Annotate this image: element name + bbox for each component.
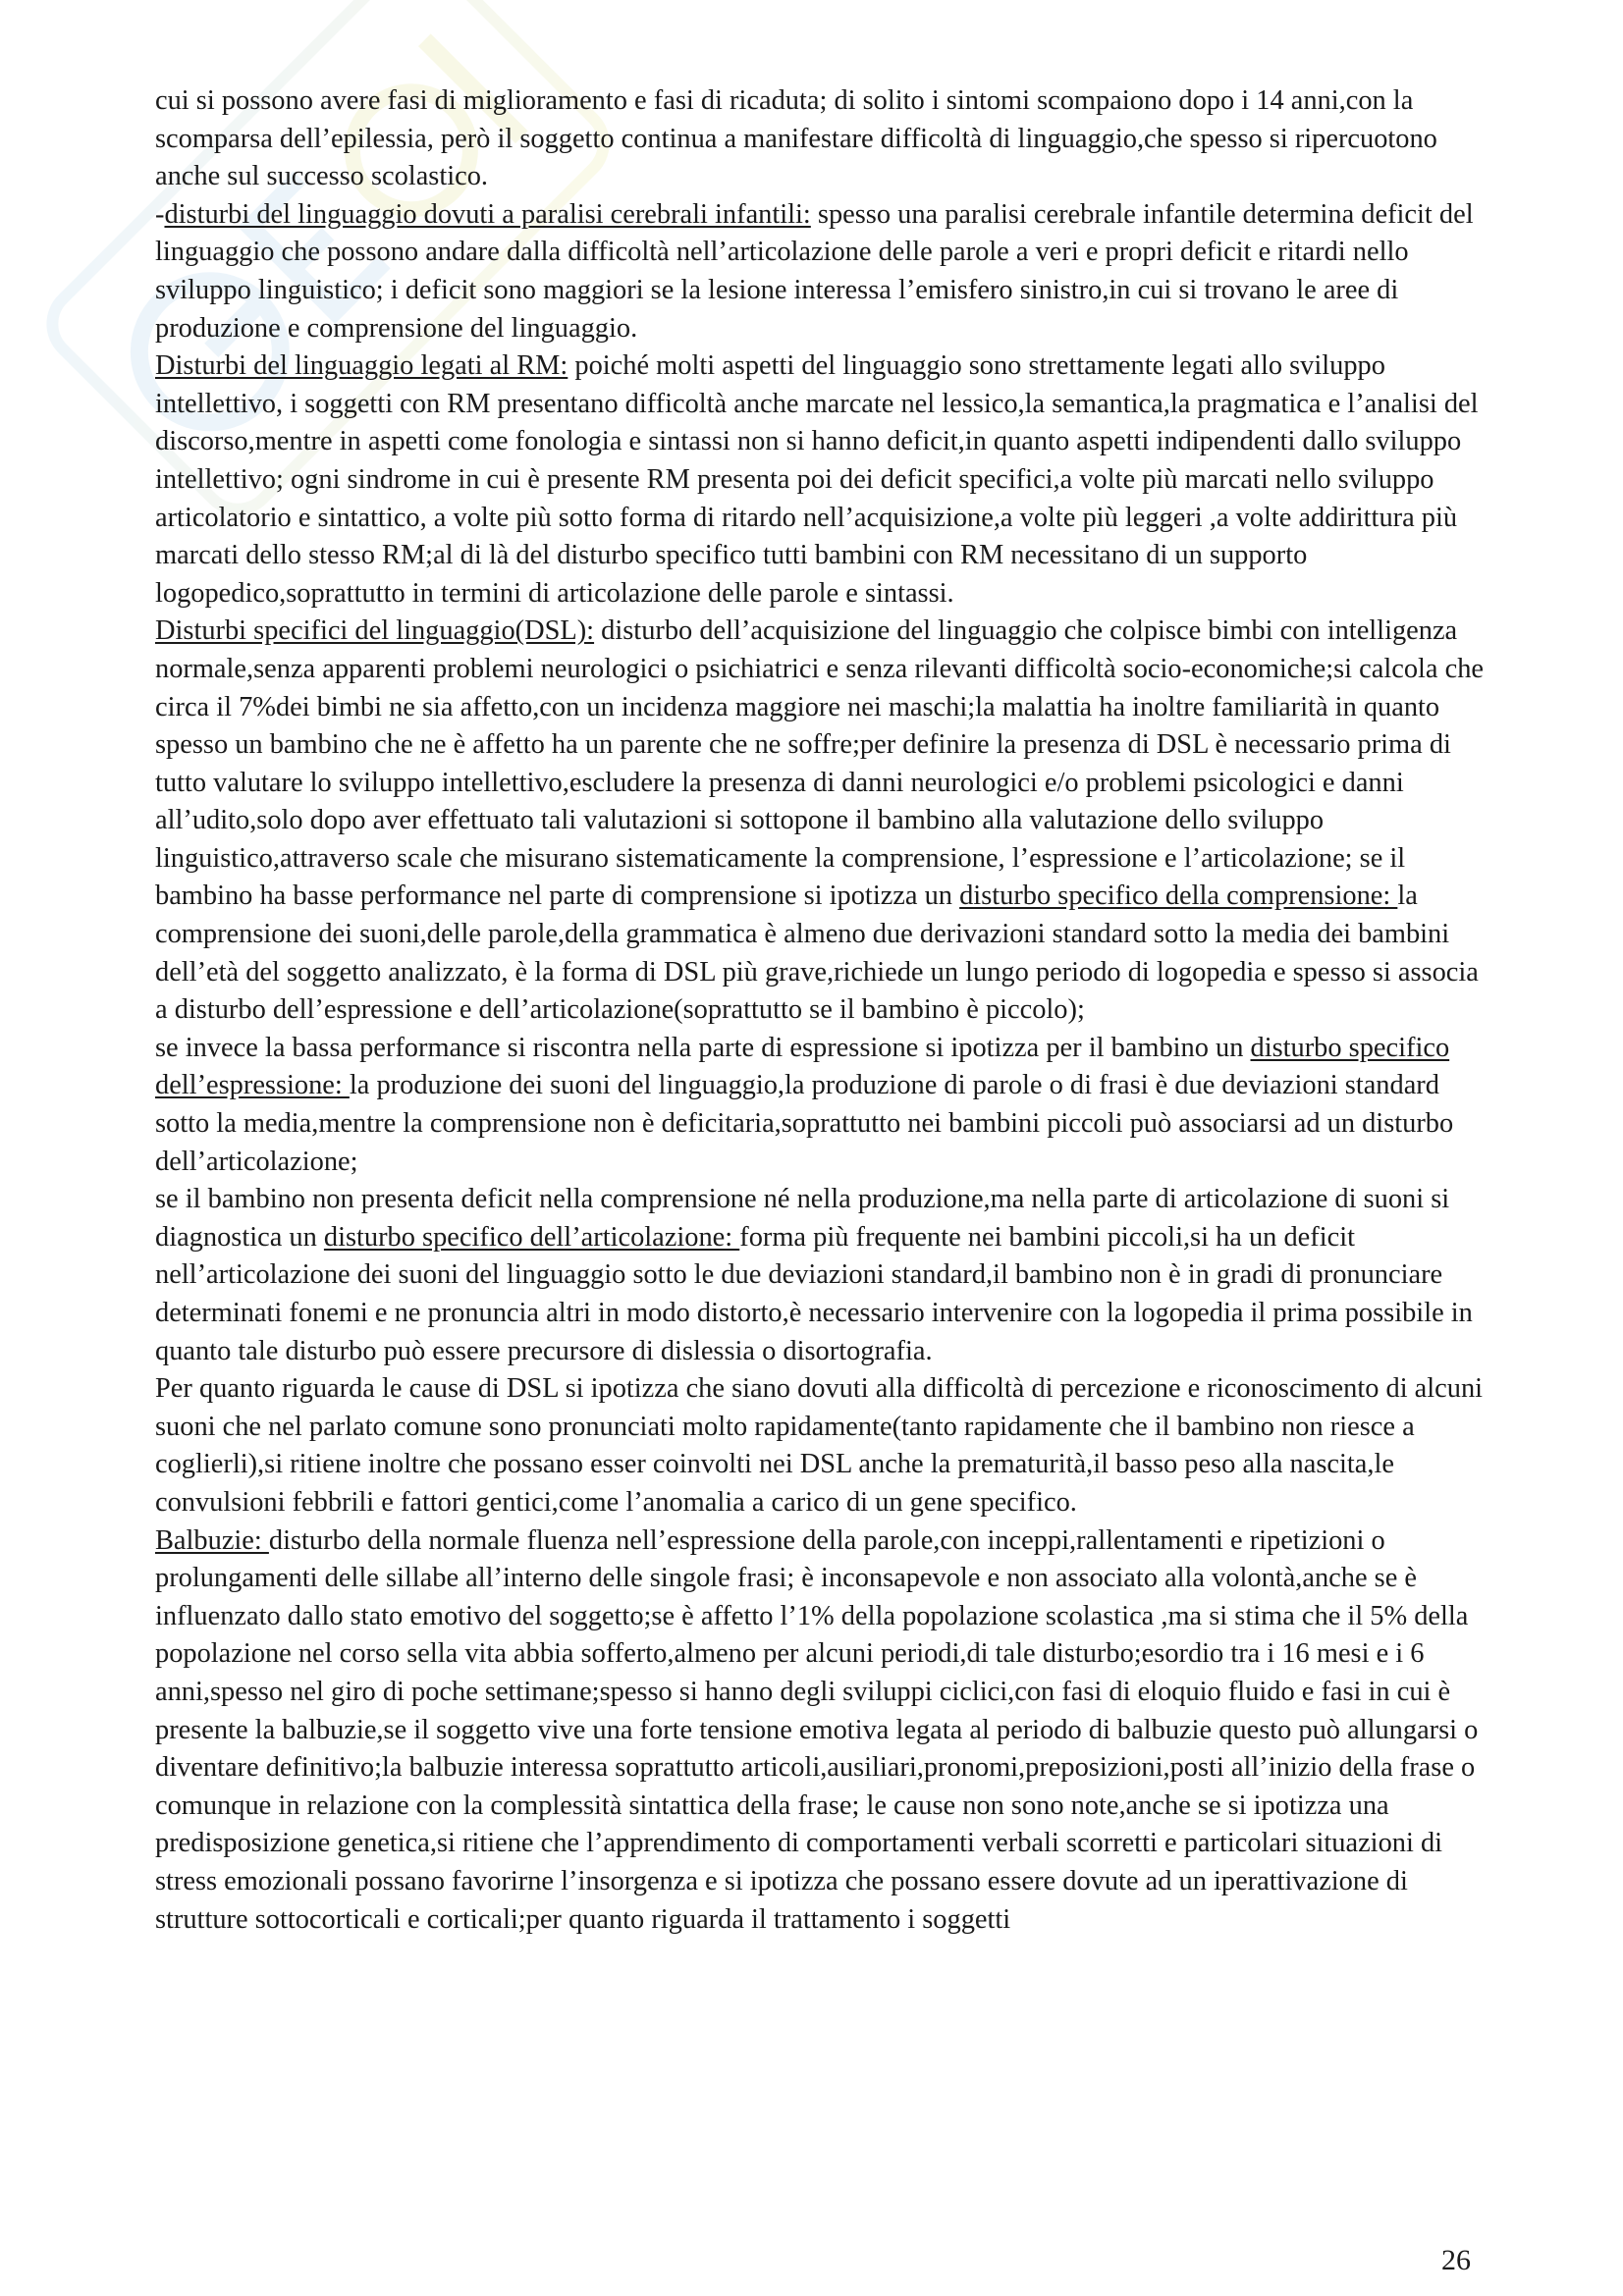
paragraph	[155, 82, 1492, 196]
section-heading: disturbo specifico dell’articolazione:	[323, 1221, 740, 1253]
section-heading: Disturbi specifici del linguaggio(DSL):	[155, 615, 595, 647]
text-segment: -	[155, 198, 165, 230]
page-number: 26	[1441, 2244, 1471, 2276]
paragraph	[155, 347, 1492, 613]
paragraph	[155, 196, 1492, 347]
paragraph	[155, 1181, 1492, 1370]
text-segment: la produzione dei suoni del linguaggio,la produzione di parole o di frasi è due deviazioni standard sotto la media,mentre la comprensione non è deficitaria,soprattutto nei bambini piccoli può associarsi ad un disturbo dell’articolazione;	[155, 1070, 1454, 1177]
text-segment: se il bambino non presenta deficit nella comprensione né nella produzione,ma nella parte di articolazione di suoni si diagnostica un	[155, 1184, 1450, 1253]
paragraph	[155, 613, 1492, 1030]
section-heading: Disturbi del linguaggio legati al RM:	[155, 350, 568, 382]
text-segment: forma più frequente nei bambini piccoli,si ha un deficit nell’articolazione dei suoni del linguaggio sotto le due deviazioni standard,il bambino non è in gradi di pronunciare determinati fonemi e ne pronuncia altri in modo distorto,è necessario intervenire con la logopedia il prima possibile in quanto tale disturbo può essere precursore di dislessia o disortografia.	[155, 1221, 1473, 1366]
text-segment: disturbo della normale fluenza nell’espressione della parole,con inceppi,rallentamenti e ripetizioni o prolungamenti delle sillabe all’interno delle singole frasi; è inconsapevole e non associato alla volontà,anche se è influenzato dallo stato emotivo del soggetto;se è affetto l’1% della popolazione scolastica ,ma si stima che il 5% della popolazione nel corso sella vita abbia sofferto,almeno per alcuni periodi,di tale disturbo;esordio tra i 16 mesi e i 6 anni,spesso nel giro di poche settimane;spesso si hanno degli sviluppi ciclici,con fasi di eloquio fluido e fasi in cui è presente la balbuzie,se il soggetto vive una forte tensione emotiva legata al periodo di balbuzie questo può allungarsi o diventare definitivo;la balbuzie interessa soprattutto articoli,ausiliari,pronomi,preposizioni,posti all’inizio della frase o comunque in relazione con la complessità sintattica della frase; le cause non sono note,anche se si ipotizza una predisposizione genetica,si ritiene che l’apprendimento di comportamenti verbali scorretti e particolari situazioni di stress emozionali possano favorirne l’insorgenza e si ipotizza che possano essere dovute ad un iperattivazione di strutture sottocorticali e corticali;per quanto riguarda il trattamento i soggetti	[155, 1524, 1479, 1935]
text-segment: poiché molti aspetti del linguaggio sono strettamente legati allo sviluppo intellettivo, i soggetti con RM presentano difficoltà anche marcate nel lessico,la semantica,la pragmatica e l’analisi del discorso,mentre in aspetti come fonologia e sintassi non si hanno deficit,in quanto aspetti indipendenti dallo sviluppo intellettivo; ogni sindrome in cui è presente RM presenta poi dei deficit specifici,a volte più marcati nello sviluppo articolatorio e sintattico, a volte più sotto forma di ritardo nell’acquisizione,a volte più leggeri ,a volte addirittura più marcati dello stesso RM;al di là del disturbo specifico tutti bambini con RM necessitano di un supporto logopedico,soprattutto in termini di articolazione delle parole e sintassi.	[155, 350, 1479, 609]
text-segment: la comprensione dei suoni,delle parole,della grammatica è almeno due derivazioni standard sotto la media dei bambini dell’età del soggetto analizzato, è la forma di DSL più grave,richiede un lungo periodo di logopedia e spesso si associa a disturbo dell’espressione e dell’articolazione(soprattutto se il bambino è piccolo);	[155, 881, 1479, 1026]
text-segment: disturbo dell’acquisizione del linguaggio che colpisce bimbi con intelligenza normale,senza apparenti problemi neurologici o psichiatrici e senza rilevanti difficoltà socio-economiche;si calcola che circa il 7%dei bimbi ne sia affetto,con un incidenza maggiore nei maschi;la malattia ha inoltre familiarità in quanto spesso un bambino che ne è affetto ha un parente che ne soffre;per definire la presenza di DSL è necessario prima di tutto valutare lo sviluppo intellettivo,escludere la presenza di danni neurologici e/o problemi psicologici e danni all’udito,solo dopo aver effettuato tali valutazioni si sottopone il bambino alla valutazione dello sviluppo linguistico,attraverso scale che misurano sistematicamente la comprensione, l’espressione e l’articolazione; se il bambino ha basse performance nel parte di comprensione si ipotizza un	[155, 615, 1485, 912]
text-segment: cui si possono avere fasi di miglioramento e fasi di ricaduta; di solito i sintomi scompaiono dopo i 14 anni,con la scomparsa dell’epilessia, però il soggetto continua a manifestare difficoltà di linguaggio,che spesso si ripercuotono anche sul successo scolastico.	[155, 85, 1437, 192]
text-segment: Per quanto riguarda le cause di DSL si ipotizza che siano dovuti alla difficoltà di percezione e riconoscimento di alcuni suoni che nel parlato comune sono pronunciati molto rapidamente(tanto rapidamente che il bambino non riesce a coglierli),si ritiene inoltre che possano esser coinvolti nei DSL anche la prematurità,il basso peso alla nascita,le convulsioni febbrili e fattori gentici,come l’anomalia a carico di un gene specifico.	[155, 1373, 1484, 1518]
paragraph	[155, 1370, 1492, 1522]
section-heading: disturbo specifico della comprensione:	[959, 881, 1398, 912]
text-segment: se invece la bassa performance si riscontra nella parte di espressione si ipotizza per il bambino un	[155, 1032, 1251, 1063]
section-heading: disturbi del linguaggio dovuti a paralisi cerebrali infantili:	[164, 198, 811, 230]
paragraph	[155, 1522, 1492, 1940]
paragraph	[155, 1030, 1492, 1181]
text-segment: spesso una paralisi cerebrale infantile determina deficit del linguaggio che possono andare dalla difficoltà nell’articolazione delle parole a veri e propri deficit e ritardi nello sviluppo linguistico; i deficit sono maggiori se la lesione interessa l’emisfero sinistro,in cui si trovano le aree di produzione e comprensione del linguaggio.	[155, 198, 1474, 344]
document-body	[155, 82, 1492, 1939]
section-heading: disturbo specifico dell’espressione:	[155, 1032, 1450, 1101]
section-heading: Balbuzie:	[155, 1524, 269, 1556]
